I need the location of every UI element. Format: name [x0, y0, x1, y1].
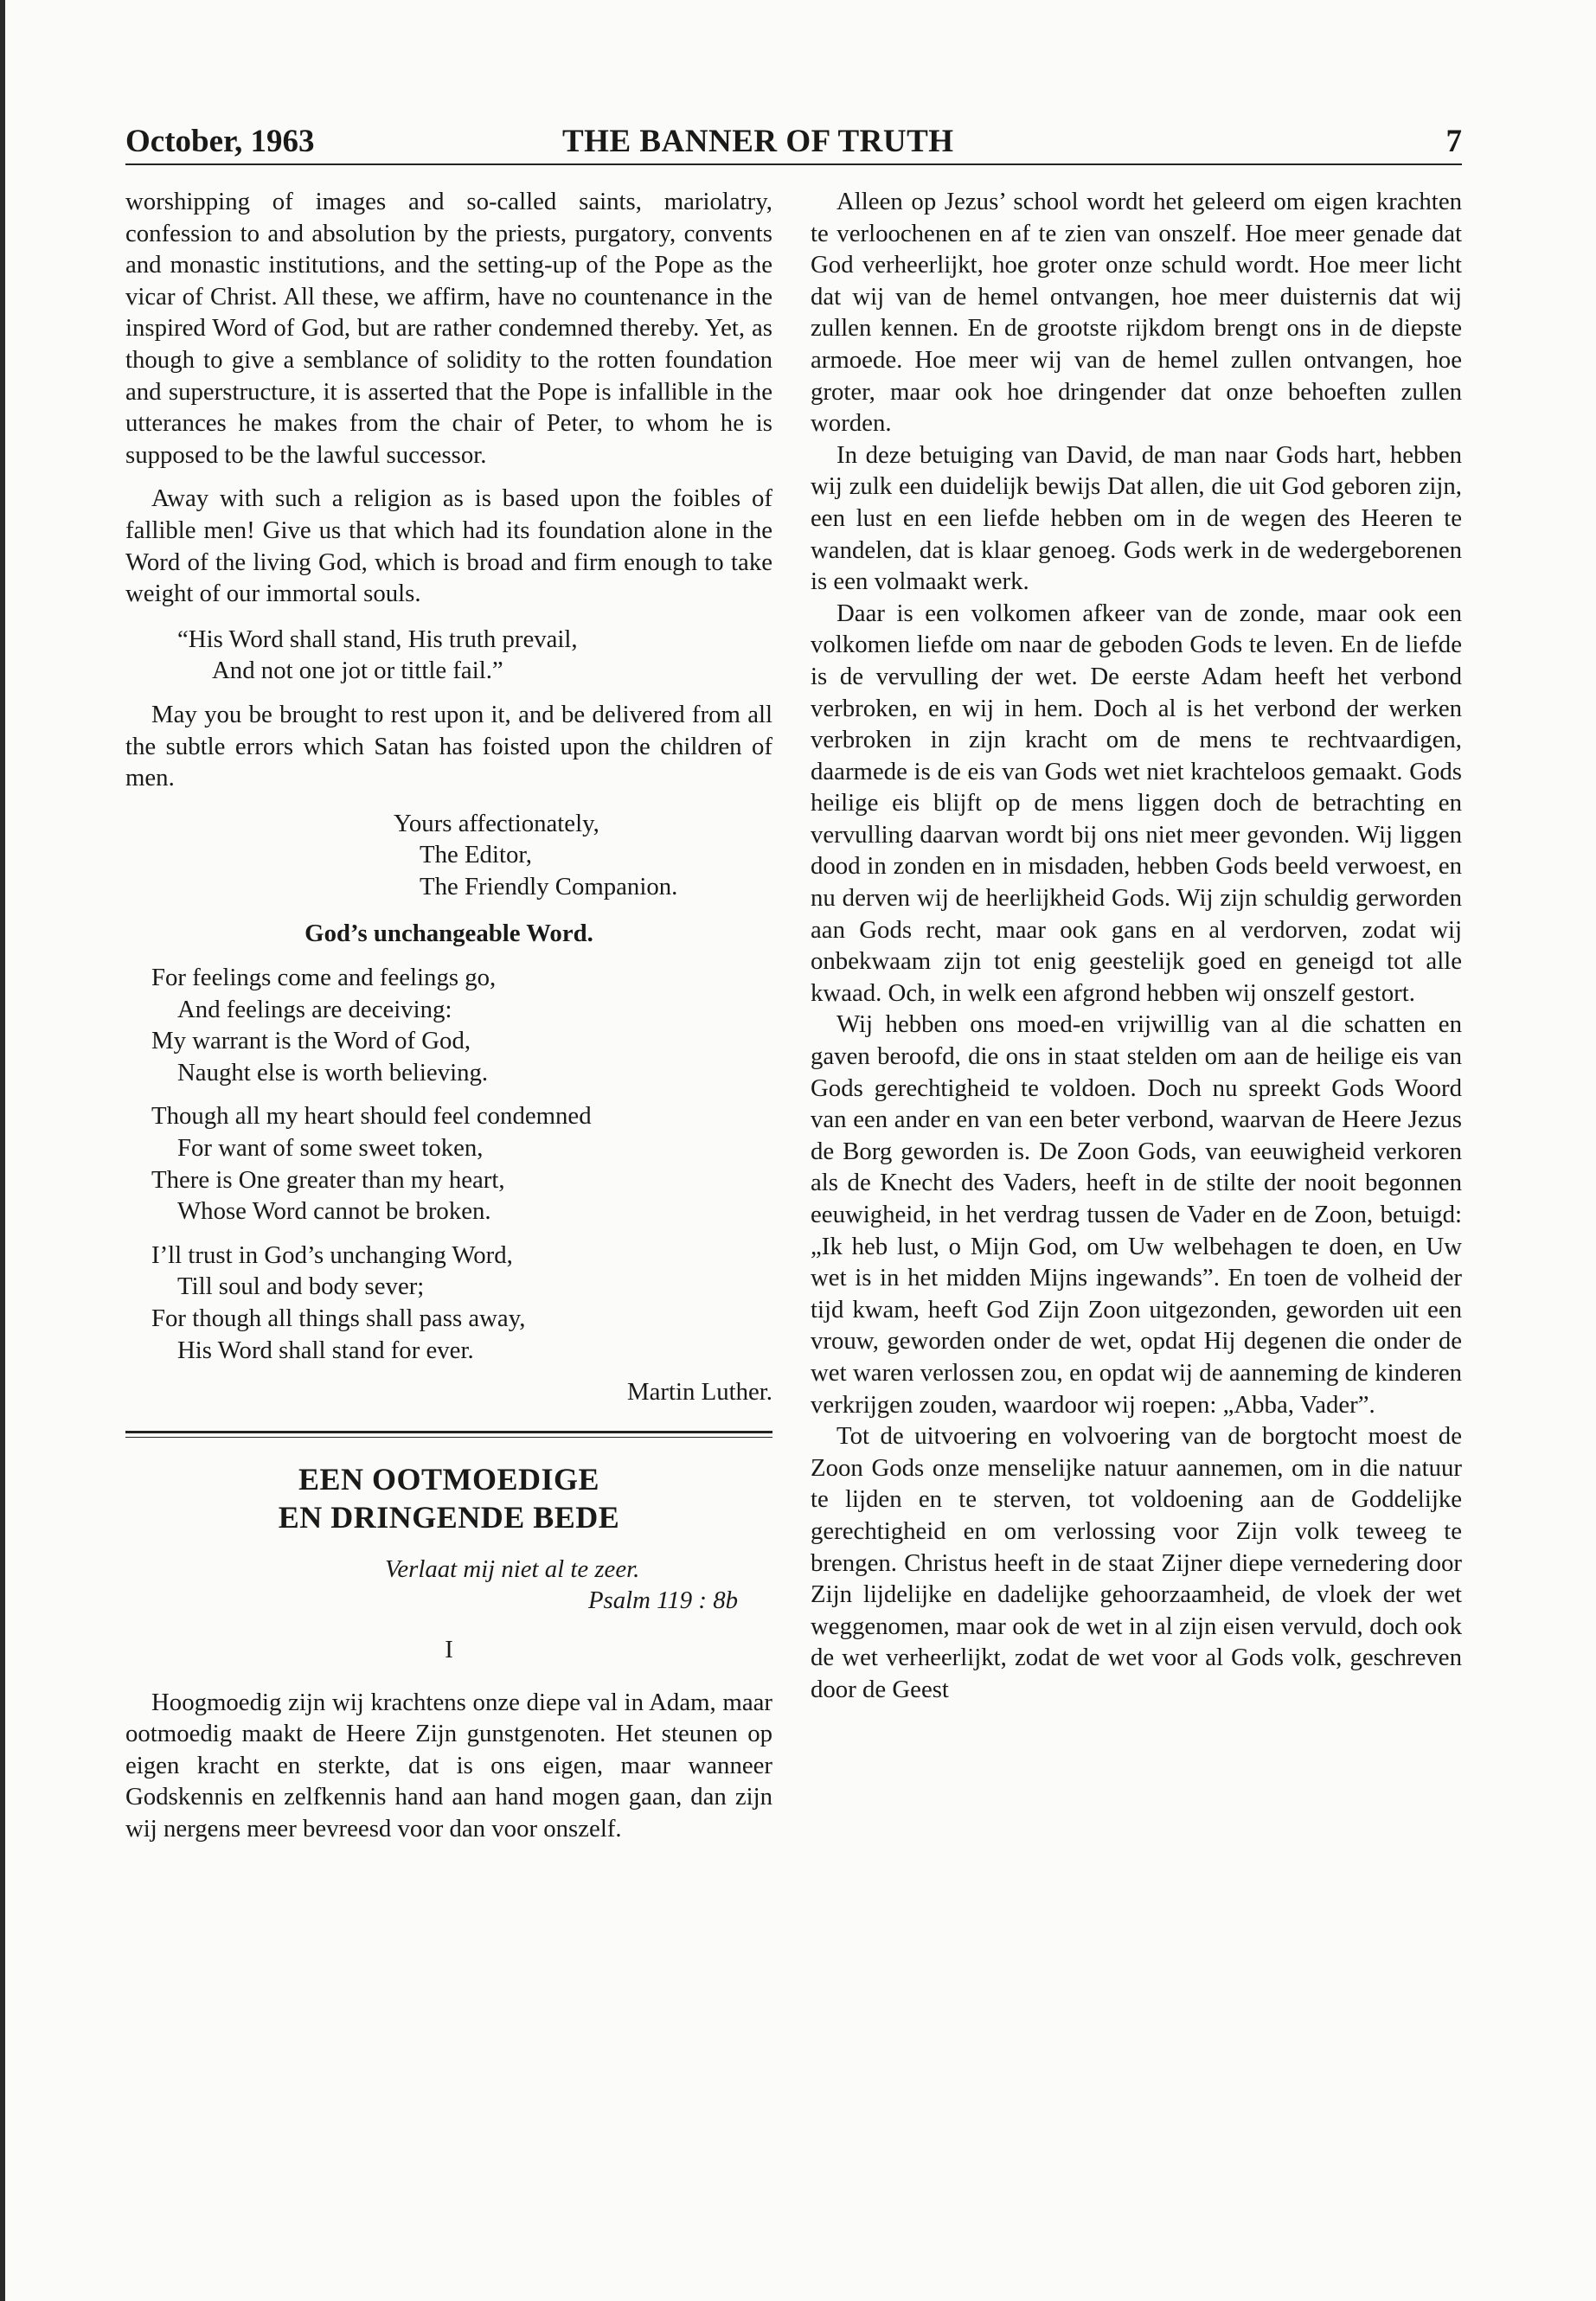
paragraph: Tot de uitvoering en volvoering van de borgtocht moest de Zoon Gods onze menselijke natuur aannemen, om in die natuur te lijden en te sterven, tot voldoening aan de Goddelijke gerechtigheid en om verlossing voor Zijn volk teweeg te brengen. Christus heeft in de staat Zijner diepe vernedering door Zijn lijdelijke en dadelijke gehoorzaamheid, de vloek der wet weggenomen, maar ook de wet in al zijn eisen vervuld, doch ook de wet verheerlijkt, zodat de wet voor al Gods volk, geschreven door de Geest: [811, 1422, 1462, 1703]
poem-line: My warrant is the Word of God,: [151, 1027, 471, 1055]
epigraph: [125, 1554, 772, 1617]
poem-line: His Word shall stand for ever.: [177, 1336, 474, 1364]
quote-line: “His Word shall stand, His truth prevail,: [177, 625, 578, 653]
epigraph-text: Verlaat mij niet al te zeer.: [385, 1554, 640, 1583]
poem-line: For feelings come and feelings go,: [151, 964, 497, 992]
section-title-line: EN DRINGENDE BEDE: [278, 1499, 620, 1535]
poem-stanza: [125, 962, 772, 1088]
left-column: [125, 186, 772, 1845]
poem-line: For though all things shall pass away,: [151, 1304, 526, 1332]
poem-line: I’ll trust in God’s unchanging Word,: [151, 1240, 513, 1269]
paragraph: worshipping of images and so-called saints, mariolatry, confession to and absolution by the priests, purgatory, convents and monastic institutions, and the setting-up of the Pope as the vicar of Christ. All these, we affirm, have no countenance in the inspired Word of God, but are rather condemned thereby. Yet, as though to give a semblance of solidity to the rotten foundation and superstructure, it is asserted that the Pope is infallible in the utterances he makes from the chair of Peter, to whom he is supposed to be the lawful successor.: [125, 188, 772, 469]
poem-author: Martin Luther.: [627, 1378, 772, 1407]
section-title: [125, 1460, 772, 1536]
section-divider: [125, 1431, 772, 1438]
poem-line: Though all my heart should feel condemned: [151, 1102, 592, 1131]
paragraph: May you be brought to rest upon it, and be delivered from all the subtle errors which Satan has foisted upon the children of men.: [125, 700, 772, 792]
poem-stanza: [125, 1240, 772, 1366]
hymn-quote: [125, 624, 772, 687]
paragraph: Hoogmoedig zijn wij krachtens onze diepe val in Adam, maar ootmoedig maakt de Heere Zijn gunstgenoten. Het steunen op eigen kracht en sterkte, dat is ons eigen, maar wanneer Godskennis en zelfkennis hand aan hand mogen gaan, dan zijn wij nergens meer bevreesd voor dan voor onszelf.: [125, 1688, 772, 1843]
poem-line: Naught else is worth believing.: [177, 1058, 489, 1086]
epigraph-reference: Psalm 119 : 8b: [587, 1586, 738, 1615]
section-title-line: EEN OOTMOEDIGE: [298, 1461, 600, 1497]
paragraph: Daar is een volkomen afkeer van de zonde, maar ook een volkomen liefde om naar de geboden Gods te leven. En de liefde is de vervulling der wet. De eerste Adam heeft het verbond verbroken, en wij in hem. Doch al is het verbond der werken verbroken in zijn kracht om de mens te rechtvaardigen, daarmede is de eis van Gods wet niet krachteloos gemaakt. Gods heilige eis blijft op de mens liggen doch de betrachting en vervulling daarvan wordt bij ons niet meer gevonden. Wij liggen dood in zonden en in misdaden, hebben Gods beeld verwoest, en nu derven wij de heerlijkheid Gods. Wij zijn schuldig gerworden aan Gods recht, maar ook gans en al verdorven, zodat wij onbekwaam zijn tot enig geestelijk goed en geneigd tot alle kwaad. Och, in welk een afgrond hebben wij onszelf gestort.: [811, 599, 1462, 1007]
poem-stanza: [125, 1100, 772, 1227]
poem-line: And feelings are deceiving:: [177, 995, 452, 1023]
publication-title: THE BANNER OF TRUTH: [562, 124, 954, 159]
scan-edge: [0, 0, 5, 2301]
running-header: [125, 123, 1462, 164]
poem-line: Till soul and body sever;: [177, 1272, 425, 1301]
paragraph: In deze betuiging van David, de man naar Gods hart, hebben wij zulk een duidelijk bewijs Dat allen, die uit God geboren zijn, een lust en een liefde hebben om in de wegen des Heeren te wandelen, dat is klaar genoeg. Gods werk in de wedergeborenen is een volmaakt werk.: [811, 440, 1462, 596]
section-numeral: I: [445, 1635, 453, 1663]
poem-line: For want of some sweet token,: [177, 1134, 484, 1163]
paragraph: Wij hebben ons moed-en vrijwillig van al die schatten en gaven beroofd, die ons in staat stelden om aan de heilige eis van Gods gerechtigheid te voldoen. Doch nu spreekt Gods Woord van een ander en van een beter verbond, waarvan de Heere Jezus de Borg geworden is. De Zoon Gods, van eeuwigheid verkoren als de Knecht des Vaders, heeft in de stilte der nooit begonnen eeuwigheid, in het verdrag tussen de Vader en de Zoon, betuigd: „Ik heb lust, o Mijn God, om Uw welbehagen te doen, en Uw wet is in het midden Mijns ingewands”. En toen de volheid der tijd kwam, heeft God Zijn Zoon uitgezonden, geworden uit een vrouw, geworden onder de wet, opdat Hij degenen die onder de wet waren verlossen zou, en opdat wij de aanneming de kinderen verkrijgen zouden, waardoor wij roepen: „Abba, Vader”.: [811, 1010, 1462, 1419]
quote-line: And not one jot or tittle fail.”: [212, 657, 503, 685]
poem-line: Whose Word cannot be broken.: [177, 1197, 491, 1226]
poem-title: God’s unchangeable Word.: [304, 920, 593, 948]
signoff-line: The Editor,: [420, 841, 532, 869]
signoff-line: The Friendly Companion.: [420, 872, 678, 901]
issue-date: October, 1963: [125, 124, 315, 159]
signoff-line: Yours affectionately,: [394, 809, 599, 837]
paragraph: Alleen op Jezus’ school wordt het geleerd om eigen krachten te verloochenen en af te zien van onszelf. Hoe meer genade dat God verheerlijkt, hoe groter onze schuld wordt. Hoe meer licht dat wij van de hemel ontvangen, hoe meer duisternis dat wij zullen kennen. En de grootste rijkdom brengt ons in de diepste armoede. Hoe meer wij van de hemel zullen ontvangen, hoe groter, maar ook hoe dringender dat onze behoeften zullen worden.: [811, 188, 1462, 438]
signoff: [125, 808, 772, 903]
poem-line: There is One greater than my heart,: [151, 1165, 505, 1194]
paragraph: Away with such a religion as is based upon the foibles of fallible men! Give us that which had its foundation alone in the Word of the living God, which is broad and firm enough to take weight of our immortal souls.: [125, 484, 772, 608]
page-number: 7: [1445, 124, 1462, 159]
right-column: [811, 186, 1462, 1706]
header-rule: [125, 163, 1462, 165]
